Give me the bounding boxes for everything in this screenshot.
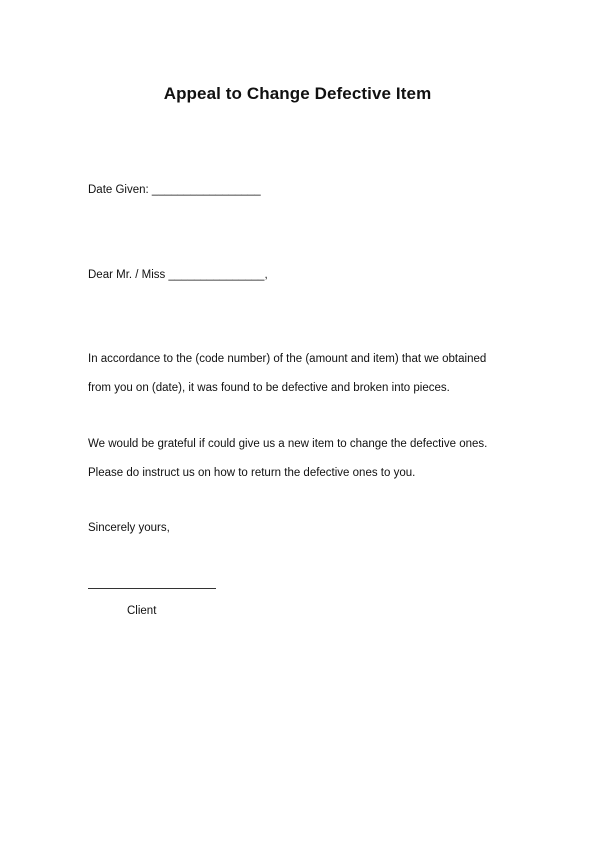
body-paragraph-2-line-2: Please do instruct us on how to return the defective ones to you. — [88, 467, 416, 479]
body-paragraph-2-line-1: We would be grateful if could give us a new item to change the defective ones. — [88, 438, 488, 450]
salutation-line: Dear Mr. / Miss _______________, — [88, 269, 268, 281]
signature-line — [88, 588, 216, 589]
body-paragraph-1-line-2: from you on (date), it was found to be defective and broken into pieces. — [88, 382, 450, 394]
date-given-line: Date Given: _________________ — [88, 184, 261, 196]
closing-line: Sincerely yours, — [88, 522, 170, 534]
body-paragraph-1-line-1: In accordance to the (code number) of the (amount and item) that we obtained — [88, 353, 487, 365]
document-title: Appeal to Change Defective Item — [163, 84, 432, 103]
signature-label: Client — [127, 605, 157, 617]
